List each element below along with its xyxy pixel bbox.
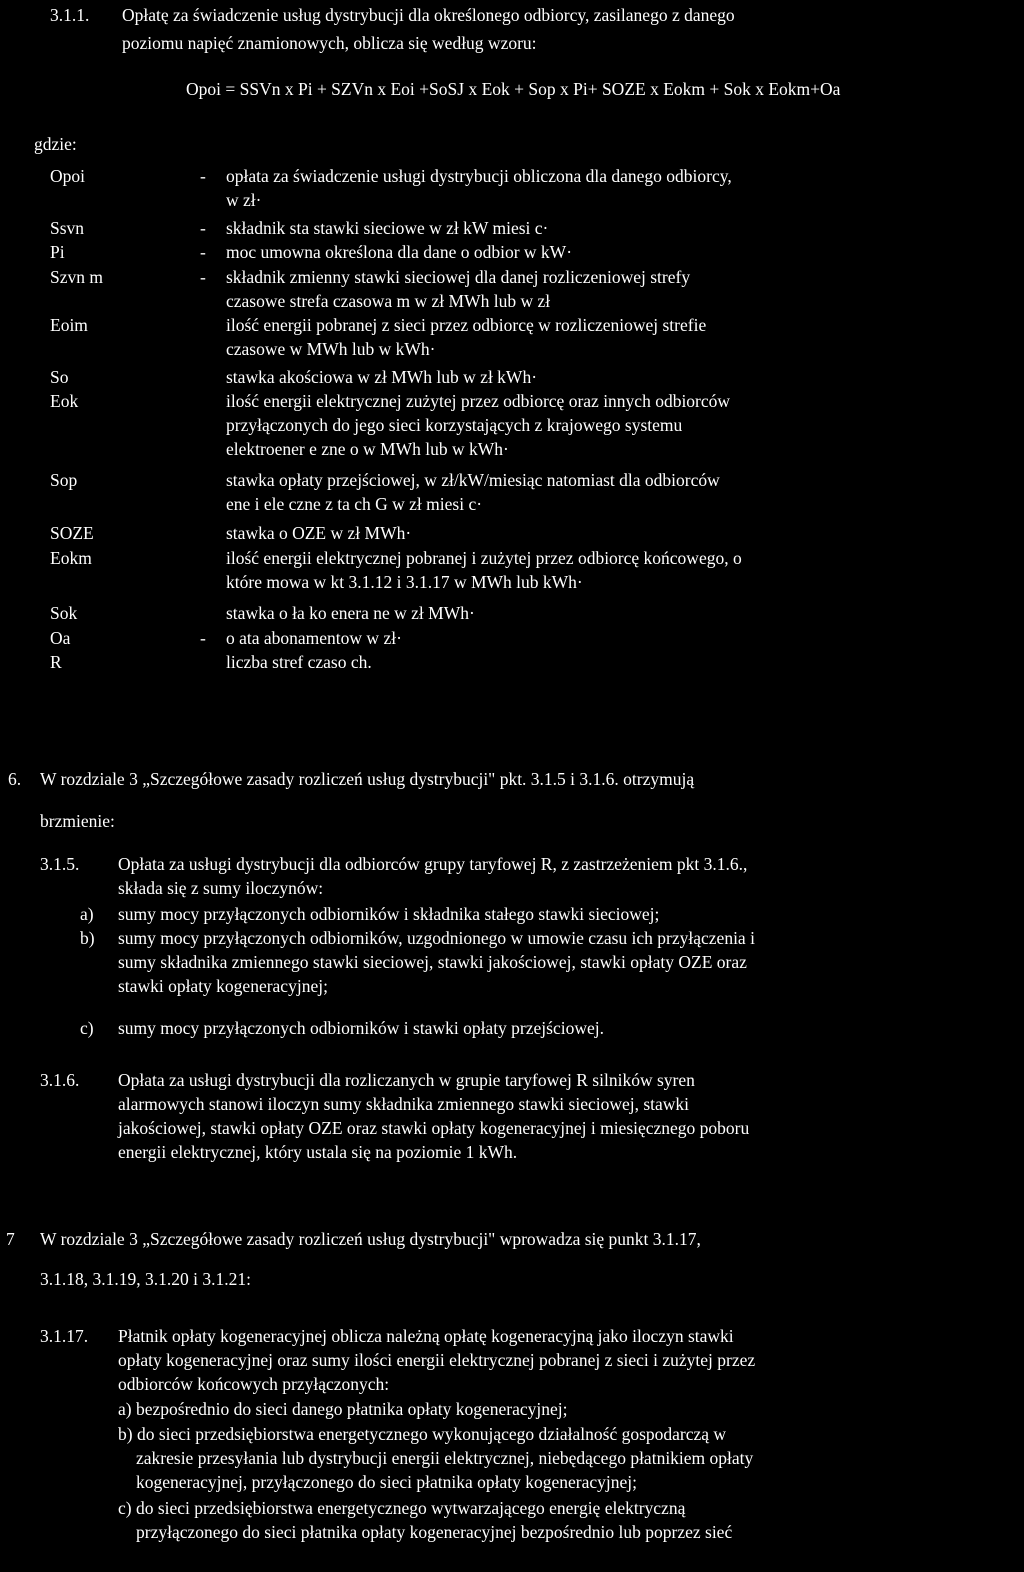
definition-symbol: Ssvn <box>50 218 85 238</box>
section-3-1-5-line1: Opłata za usługi dystrybucji dla odbiorców grupy taryfowej R, z zastrzeżeniem pkt 3.1.6., <box>118 854 748 874</box>
section-3-1-6-number: 3.1.6. <box>40 1070 80 1090</box>
list-item-text-line: sumy mocy przyłączonych odbiorników, uzgodnionego w umowie czasu ich przyłączenia i <box>118 928 755 948</box>
definition-symbol: Eoim <box>50 315 88 335</box>
item6-number: 6. <box>8 769 22 789</box>
list-item-text-line: c) do sieci przedsiębiorstwa energetycznego wytwarzającego energię elektryczną <box>118 1498 686 1518</box>
formula: Opoi = SSVn x Pi + SZVn x Eoi +SoSJ x Eok + Sop x Pi+ SOZE x Eokm + Sok x Eokm+Oa <box>186 79 841 99</box>
definition-description-line: ilość energii elektrycznej pobranej i zużytej przez odbiorcę końcowego, o <box>226 548 742 568</box>
definition-description-line: czasowe w MWh lub w kWh· <box>226 339 436 359</box>
list-item-text-line: b) do sieci przedsiębiorstwa energetycznego wykonującego działalność gospodarczą w <box>118 1424 727 1444</box>
paragraph-line: alarmowych stanowi iloczyn sumy składnika zmiennego stawki sieciowej, stawki <box>118 1094 690 1114</box>
section-3-1-1-number: 3.1.1. <box>50 5 90 25</box>
definition-description-line: o ata abonamentow w zł· <box>226 628 402 648</box>
definition-dash: - <box>200 166 206 186</box>
item7-number: 7 <box>6 1229 15 1249</box>
definition-dash: - <box>200 218 206 238</box>
item7-line1: W rozdziale 3 „Szczegółowe zasady rozliczeń usług dystrybucji" wprowadza się punkt 3.1.17, <box>40 1229 701 1249</box>
definition-description-line: stawka o ła ko enera ne w zł MWh· <box>226 603 475 623</box>
definition-description-line: elektroener e zne o w MWh lub w kWh· <box>226 439 509 459</box>
paragraph-line: Opłata za usługi dystrybucji dla rozliczanych w grupie taryfowej R silników syren <box>118 1070 695 1090</box>
definition-description-line: stawka akościowa w zł MWh lub w zł kWh· <box>226 367 538 387</box>
definition-symbol: Oa <box>50 628 71 648</box>
definition-symbol: Opoi <box>50 166 85 186</box>
list-item-letter: a) <box>80 904 94 924</box>
where-label: gdzie: <box>34 134 77 154</box>
definition-symbol: Pi <box>50 242 65 262</box>
paragraph-line: odbiorców końcowych przyłączonych: <box>118 1374 390 1394</box>
definition-description-line: stawka o OZE w zł MWh· <box>226 523 412 543</box>
definition-description-line: ilość energii elektrycznej zużytej przez odbiorcę oraz innych odbiorców <box>226 391 731 411</box>
definition-description-line: przyłączonych do jego sieci korzystających z krajowego systemu <box>226 415 683 435</box>
definition-symbol: Sop <box>50 470 78 490</box>
list-item-text-line: kogeneracyjnej, przyłączonego do sieci płatnika opłaty kogeneracyjnej; <box>136 1472 637 1492</box>
paragraph-line: Płatnik opłaty kogeneracyjnej oblicza należną opłatę kogeneracyjną jako iloczyn stawki <box>118 1326 734 1346</box>
item6-line2: brzmienie: <box>40 811 115 831</box>
section-3-1-17-number: 3.1.17. <box>40 1326 89 1346</box>
definition-symbol: R <box>50 652 62 672</box>
definition-description-line: ene i ele czne z ta ch G w zł miesi c· <box>226 494 483 514</box>
definition-symbol: Eokm <box>50 548 92 568</box>
list-item-text-line: sumy mocy przyłączonych odbiorników i składnika stałego stawki sieciowej; <box>118 904 660 924</box>
definition-description-line: opłata za świadczenie usługi dystrybucji obliczona dla danego odbiorcy, <box>226 166 732 186</box>
definition-symbol: Szvn m <box>50 267 103 287</box>
definition-symbol: Eok <box>50 391 79 411</box>
definition-description-line: liczba stref czaso ch. <box>226 652 372 672</box>
section-3-1-5-line2: składa się z sumy iloczynów: <box>118 878 324 898</box>
definition-description-line: składnik sta stawki sieciowe w zł kW miesi c· <box>226 218 549 238</box>
list-item-text-line: zakresie przesyłania lub dystrybucji energii elektrycznej, niebędącego płatnikiem opłaty <box>136 1448 754 1468</box>
paragraph-line: energii elektrycznej, który ustala się na poziomie 1 kWh. <box>118 1142 518 1162</box>
definition-symbol: So <box>50 367 69 387</box>
item7-line2: 3.1.18, 3.1.19, 3.1.20 i 3.1.21: <box>40 1269 251 1289</box>
list-item-letter: b) <box>80 928 95 948</box>
definition-dash: - <box>200 242 206 262</box>
definition-description-line: ilość energii pobranej z sieci przez odbiorcę w rozliczeniowej strefie <box>226 315 707 335</box>
definition-symbol: Sok <box>50 603 78 623</box>
item6-line1: W rozdziale 3 „Szczegółowe zasady rozliczeń usług dystrybucji" pkt. 3.1.5 i 3.1.6. otrzymują <box>40 769 695 789</box>
definition-description-line: stawka opłaty przejściowej, w zł/kW/miesiąc natomiast dla odbiorców <box>226 470 720 490</box>
list-item-text-line: przyłączonego do sieci płatnika opłaty kogeneracyjnej bezpośrednio lub poprzez sieć <box>136 1522 733 1542</box>
definition-dash: - <box>200 267 206 287</box>
paragraph-line: jakościowej, stawki opłaty OZE oraz stawki opłaty kogeneracyjnej i miesięcznego poboru <box>118 1118 750 1138</box>
list-item-text-line: sumy składnika zmiennego stawki sieciowej, stawki jakościowej, stawki opłaty OZE oraz <box>118 952 747 972</box>
section-3-1-1-text-line1: Opłatę za świadczenie usług dystrybucji dla określonego odbiorcy, zasilanego z danego <box>122 5 735 25</box>
list-item-text-line: sumy mocy przyłączonych odbiorników i stawki opłaty przejściowej. <box>118 1018 604 1038</box>
paragraph-line: opłaty kogeneracyjnej oraz sumy ilości energii elektrycznej pobranej z sieci i zużytej przez <box>118 1350 756 1370</box>
definition-symbol: SOZE <box>50 523 94 543</box>
definition-description-line: składnik zmienny stawki sieciowej dla danej rozliczeniowej strefy <box>226 267 691 287</box>
list-item-text-line: stawki opłaty kogeneracyjnej; <box>118 976 328 996</box>
definition-description-line: moc umowna określona dla dane o odbior w kW· <box>226 242 573 262</box>
section-3-1-1-text-line2: poziomu napięć znamionowych, oblicza się według wzoru: <box>122 33 537 53</box>
definition-dash: - <box>200 628 206 648</box>
section-3-1-5-number: 3.1.5. <box>40 854 80 874</box>
definition-description-line: czasowe strefa czasowa m w zł MWh lub w zł <box>226 291 551 311</box>
definition-description-line: które mowa w kt 3.1.12 i 3.1.17 w MWh lub kWh· <box>226 572 583 592</box>
list-item-text-line: a) bezpośrednio do sieci danego płatnika opłaty kogeneracyjnej; <box>118 1399 568 1419</box>
definition-description-line: w zł· <box>226 190 262 210</box>
list-item-letter: c) <box>80 1018 94 1038</box>
